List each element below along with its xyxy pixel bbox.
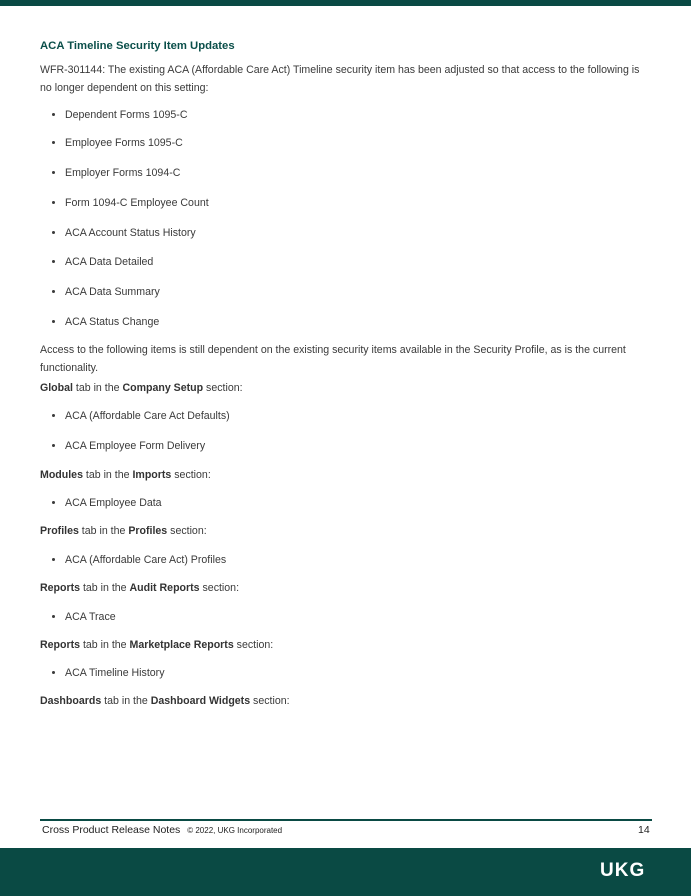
- list-item: Employee Forms 1095-C: [52, 136, 183, 150]
- bullet-icon: [52, 290, 55, 293]
- list-item: ACA (Affordable Care Act Defaults): [52, 409, 230, 423]
- bullet-icon: [52, 171, 55, 174]
- footer-doc-info: [42, 824, 282, 836]
- list-item: ACA Employee Data: [52, 496, 162, 510]
- top-brand-bar: [0, 0, 691, 6]
- list-item: ACA Employee Form Delivery: [52, 439, 205, 453]
- bullet-icon: [52, 201, 55, 204]
- list-item: Employer Forms 1094-C: [52, 166, 180, 180]
- list-item: ACA (Affordable Care Act) Profiles: [52, 553, 226, 567]
- bullet-icon: [52, 671, 55, 674]
- bullet-icon: [52, 231, 55, 234]
- bullet-icon: [52, 113, 55, 116]
- list-item: ACA Data Detailed: [52, 255, 153, 269]
- section-title: ACA Timeline Security Item Updates: [40, 40, 235, 52]
- bottom-brand-band: [0, 848, 691, 896]
- group-heading: Dashboards tab in the Dashboard Widgets section:: [40, 695, 290, 707]
- bullet-icon: [52, 414, 55, 417]
- list-item: ACA Trace: [52, 610, 116, 624]
- dependency-paragraph: Access to the following items is still dependent on the existing security items available in the Security Profile, as is the current functionality.: [40, 344, 626, 374]
- bullet-icon: [52, 320, 55, 323]
- bullet-icon: [52, 141, 55, 144]
- bullet-icon: [52, 615, 55, 618]
- page-number: 14: [638, 824, 650, 836]
- list-item: ACA Data Summary: [52, 285, 160, 299]
- list-item: ACA Account Status History: [52, 226, 196, 240]
- group-heading: Modules tab in the Imports section:: [40, 469, 211, 481]
- bullet-icon: [52, 501, 55, 504]
- list-item: ACA Status Change: [52, 315, 159, 329]
- footer-doc-title: Cross Product Release Notes: [42, 824, 181, 836]
- footer-divider: [40, 819, 652, 821]
- bullet-icon: [52, 558, 55, 561]
- intro-paragraph: WFR-301144: The existing ACA (Affordable Care Act) Timeline security item has been adjusted so that access to the following is no longer dependent on this setting:: [40, 64, 640, 94]
- list-item: Form 1094-C Employee Count: [52, 196, 209, 210]
- bullet-icon: [52, 444, 55, 447]
- group-heading: Profiles tab in the Profiles section:: [40, 525, 207, 537]
- group-heading: Global tab in the Company Setup section:: [40, 382, 243, 394]
- footer-copyright: © 2022, UKG Incorporated: [187, 826, 283, 835]
- bullet-icon: [52, 260, 55, 263]
- group-heading: Reports tab in the Audit Reports section:: [40, 582, 240, 594]
- list-item: ACA Timeline History: [52, 666, 165, 680]
- list-item: Dependent Forms 1095-C: [52, 108, 187, 122]
- group-heading: Reports tab in the Marketplace Reports section:: [40, 639, 274, 651]
- ukg-logo: UKG: [600, 860, 646, 881]
